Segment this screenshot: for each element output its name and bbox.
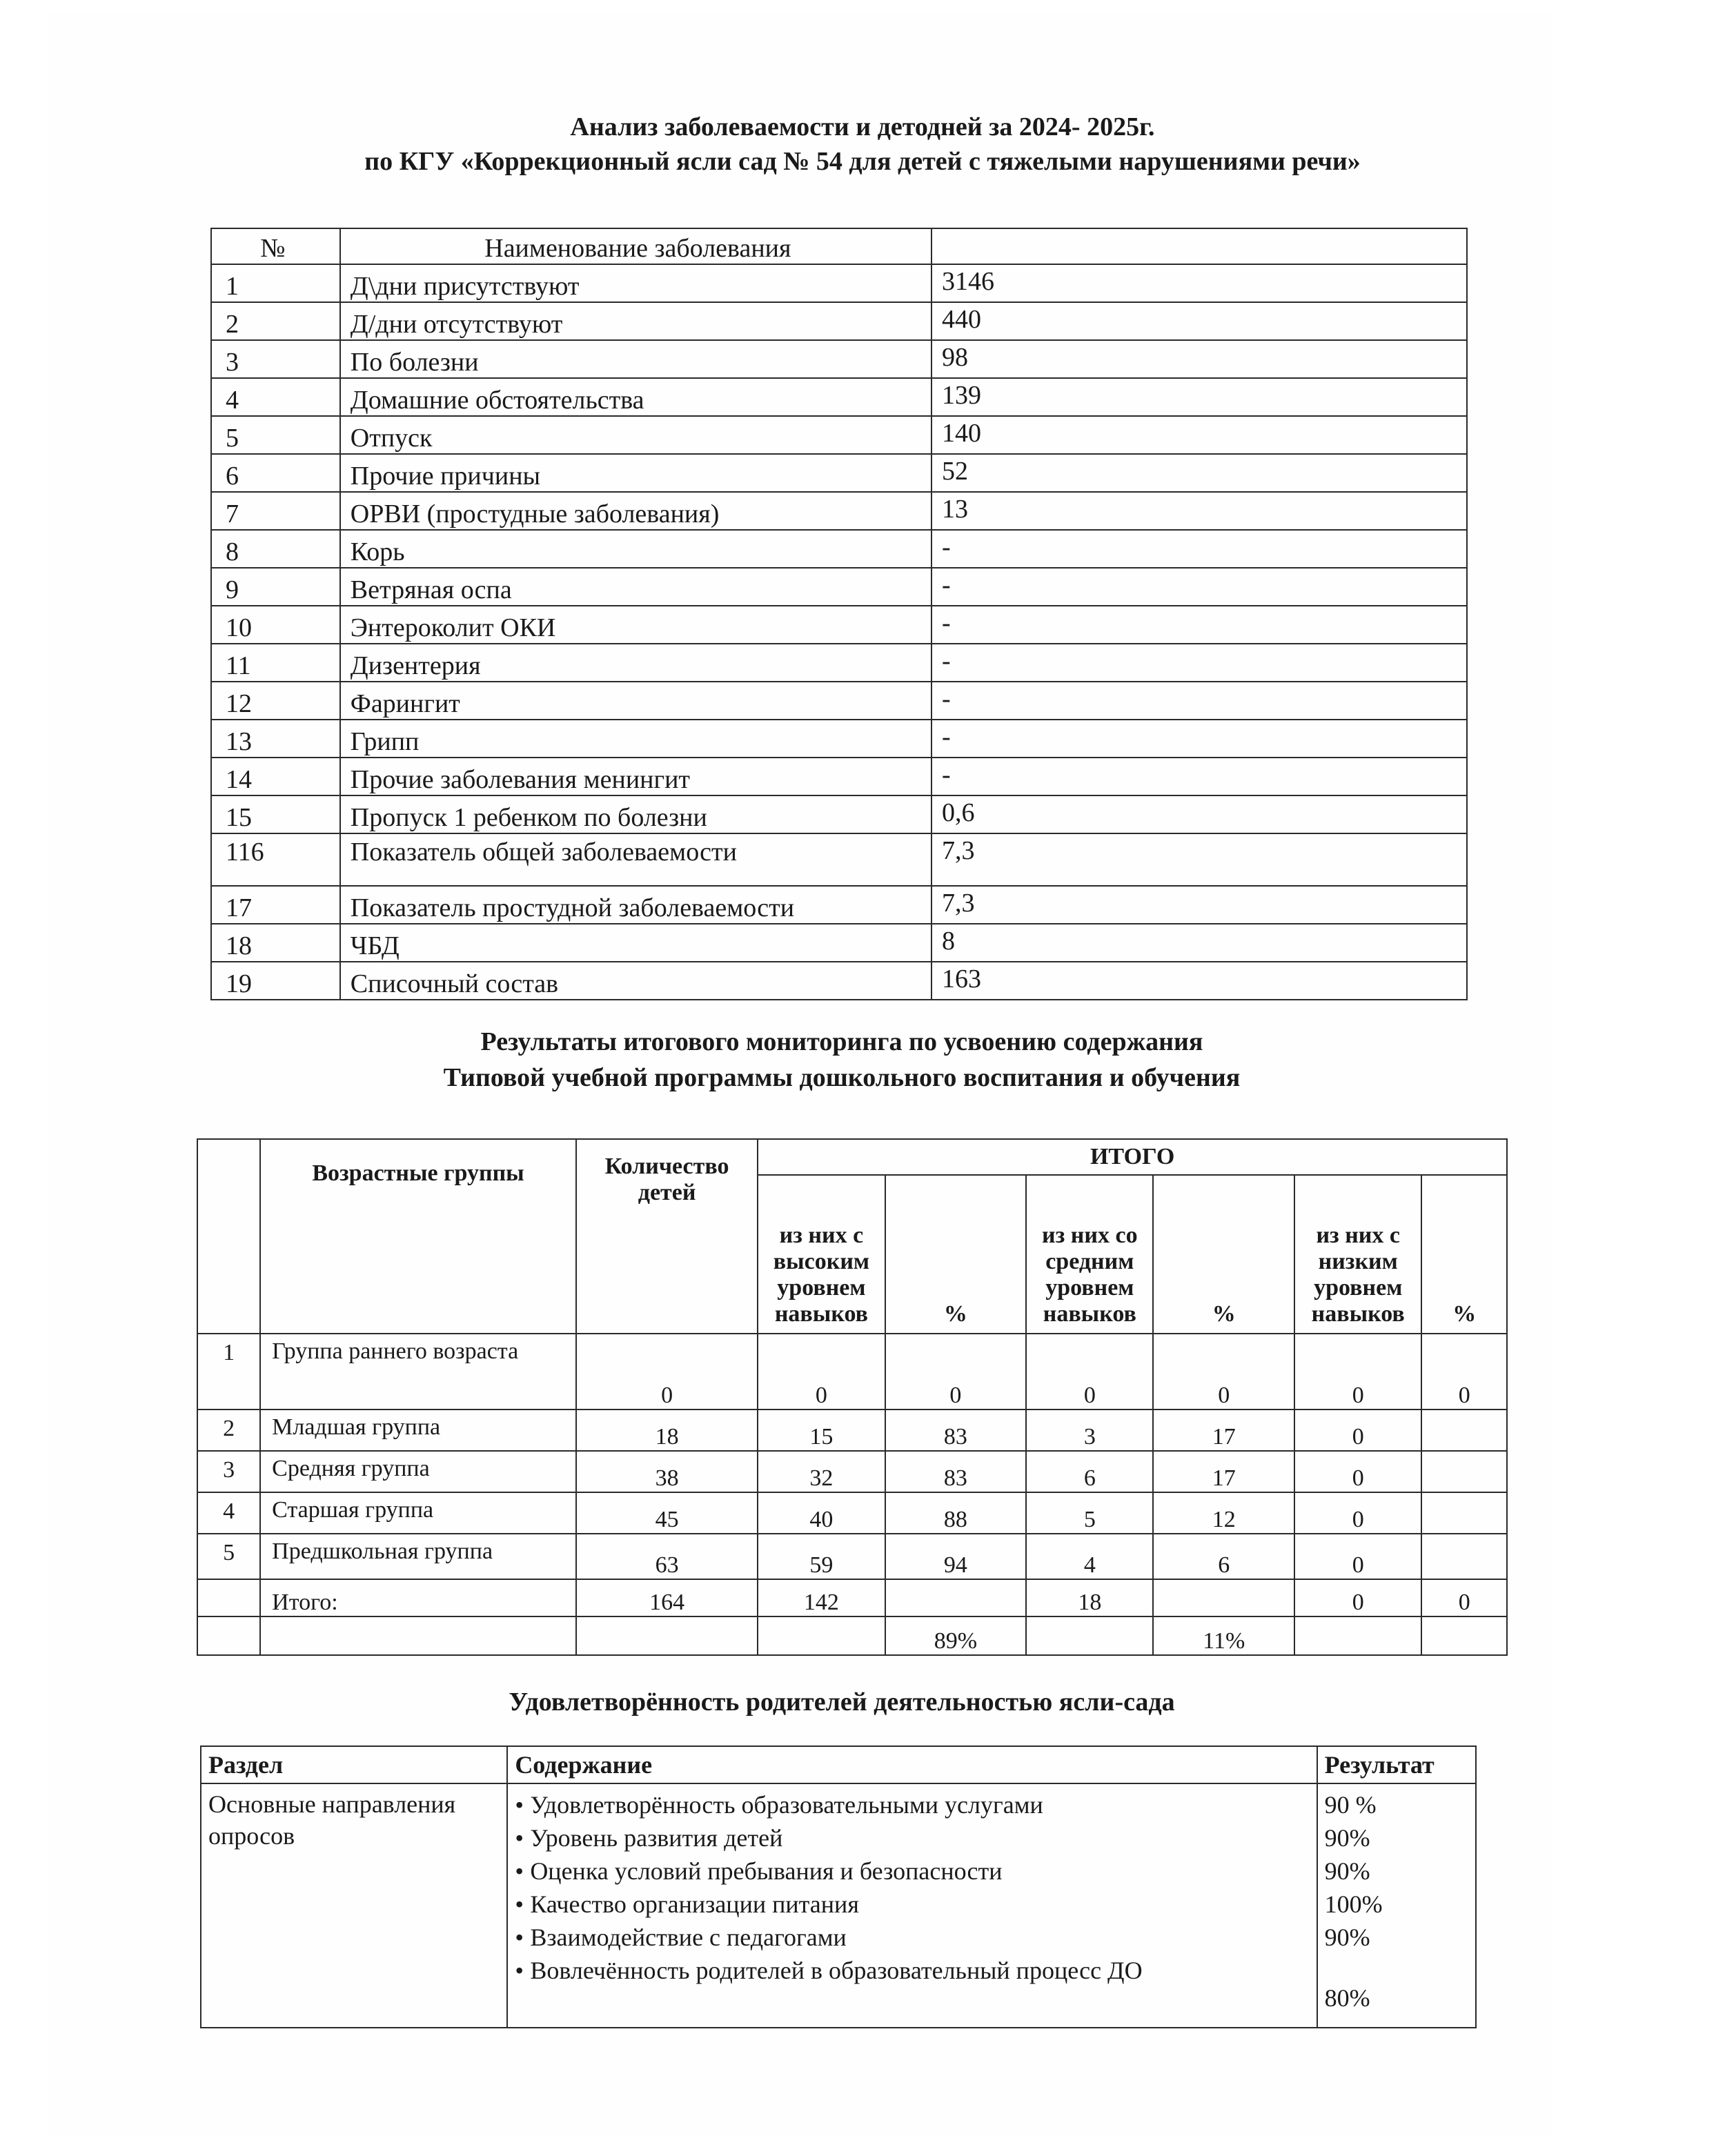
row-n: 3: [197, 1451, 260, 1492]
survey-item-text: Удовлетворённость образовательными услугами: [530, 1791, 1043, 1819]
table-row: [197, 1410, 1507, 1451]
table-row: [211, 492, 1467, 530]
row-n: 5: [197, 1534, 260, 1579]
survey-table: [200, 1745, 1477, 2028]
row-n: 2: [197, 1410, 260, 1451]
total-low: 0: [1294, 1579, 1421, 1616]
row-group: Младшая группа: [260, 1410, 576, 1451]
table-row: [197, 1492, 1507, 1534]
row-mid: 4: [1026, 1534, 1153, 1579]
row-group: Предшкольная группа: [260, 1534, 576, 1579]
row-low: 0: [1294, 1492, 1421, 1534]
table-row: [211, 378, 1467, 416]
total-low-pct: 0: [1421, 1579, 1507, 1616]
row-number: 10: [211, 606, 340, 644]
row-number: 2: [211, 302, 340, 340]
row-name: Пропуск 1 ребенком по болезни: [340, 795, 931, 833]
row-count: 18: [576, 1410, 758, 1451]
col-high-pct-header: %: [885, 1175, 1027, 1334]
row-mid-pct: 12: [1153, 1492, 1294, 1534]
survey-result: 100%: [1324, 1890, 1383, 1918]
bullet-icon: •: [515, 1923, 524, 1951]
col-section-header: Раздел: [201, 1746, 507, 1783]
row-name: Списочный состав: [340, 962, 931, 1000]
survey-item: [515, 1788, 1309, 1821]
survey-result: 90%: [1324, 1923, 1370, 1951]
row-value: 7,3: [931, 833, 1467, 886]
row-high-pct: 88: [885, 1492, 1027, 1534]
row-number: 14: [211, 758, 340, 795]
col-high-header: из них с высоким уровнем навыков: [758, 1175, 885, 1334]
table-row: [211, 416, 1467, 454]
row-count: 38: [576, 1451, 758, 1492]
survey-item-text: Вовлечённость родителей в образовательный процесс ДО: [530, 1957, 1143, 1984]
row-number: 19: [211, 962, 340, 1000]
row-number: 12: [211, 682, 340, 720]
row-count: 0: [576, 1334, 758, 1410]
row-group: Группа раннего возраста: [260, 1334, 576, 1410]
total-mid-pct: [1153, 1579, 1294, 1616]
row-mid-pct: 17: [1153, 1410, 1294, 1451]
table-row: [211, 962, 1467, 1000]
survey-section: Основные направления опросов: [201, 1783, 507, 2028]
row-low-pct: [1421, 1451, 1507, 1492]
row-low: 0: [1294, 1334, 1421, 1410]
row-name: Д/дни отсутствуют: [340, 302, 931, 340]
row-value: 3146: [931, 264, 1467, 302]
row-low: 0: [1294, 1451, 1421, 1492]
row-low: 0: [1294, 1410, 1421, 1451]
row-mid: 0: [1026, 1334, 1153, 1410]
row-number: 7: [211, 492, 340, 530]
survey-item: [515, 1821, 1309, 1855]
bullet-icon: •: [515, 1824, 524, 1852]
table-row: [211, 454, 1467, 492]
row-value: -: [931, 758, 1467, 795]
table-header-row: [211, 228, 1467, 264]
row-high: 59: [758, 1534, 885, 1579]
row-number: 15: [211, 795, 340, 833]
table-row: [211, 833, 1467, 886]
row-high-pct: 94: [885, 1534, 1027, 1579]
row-name: ЧБД: [340, 924, 931, 962]
row-name: Прочие заболевания менингит: [340, 758, 931, 795]
row-number: 5: [211, 416, 340, 454]
survey-result: 90%: [1324, 1824, 1370, 1852]
row-group: Старшая группа: [260, 1492, 576, 1534]
row-group: Средняя группа: [260, 1451, 576, 1492]
table-row: [211, 795, 1467, 833]
table-row: [211, 682, 1467, 720]
row-mid-pct: 0: [1153, 1334, 1294, 1410]
row-name: Ветряная оспа: [340, 568, 931, 606]
summary-mid-pct: 11%: [1153, 1616, 1294, 1655]
col-count-header: Количество детей: [576, 1139, 758, 1334]
col-low-pct-header: %: [1421, 1175, 1507, 1334]
row-low-pct: 0: [1421, 1334, 1507, 1410]
survey-result: 90 %: [1324, 1791, 1377, 1819]
table-row: [211, 568, 1467, 606]
row-count: 45: [576, 1492, 758, 1534]
row-value: 163: [931, 962, 1467, 1000]
col-value-header: [931, 228, 1467, 264]
survey-item-text: Качество организации питания: [530, 1890, 859, 1918]
row-number: 9: [211, 568, 340, 606]
monitoring-table: [197, 1138, 1508, 1656]
row-name: Энтероколит ОКИ: [340, 606, 931, 644]
bullet-icon: •: [515, 1857, 524, 1885]
row-value: 52: [931, 454, 1467, 492]
row-value: 0,6: [931, 795, 1467, 833]
table-row: [211, 530, 1467, 568]
total-count: 164: [576, 1579, 758, 1616]
row-high-pct: 83: [885, 1410, 1027, 1451]
table-row: [197, 1534, 1507, 1579]
table-row: [211, 886, 1467, 924]
row-value: 440: [931, 302, 1467, 340]
row-count: 63: [576, 1534, 758, 1579]
survey-results: [1317, 1783, 1476, 2028]
row-name: Прочие причины: [340, 454, 931, 492]
survey-item: [515, 1888, 1309, 1921]
row-number: 6: [211, 454, 340, 492]
total-label: Итого:: [260, 1579, 576, 1616]
col-mid-pct-header: %: [1153, 1175, 1294, 1334]
table-row: [211, 302, 1467, 340]
row-mid-pct: 17: [1153, 1451, 1294, 1492]
survey-item: [515, 1954, 1309, 1987]
row-number: 1: [211, 264, 340, 302]
survey-item: [515, 1855, 1309, 1888]
row-value: -: [931, 644, 1467, 682]
row-number: 17: [211, 886, 340, 924]
row-low-pct: [1421, 1534, 1507, 1579]
row-high: 0: [758, 1334, 885, 1410]
row-name: По болезни: [340, 340, 931, 378]
row-name: Фарингит: [340, 682, 931, 720]
row-value: 140: [931, 416, 1467, 454]
table-row: [197, 1451, 1507, 1492]
row-name: Домашние обстоятельства: [340, 378, 931, 416]
survey-item-text: Уровень развития детей: [530, 1824, 783, 1852]
row-name: Грипп: [340, 720, 931, 758]
row-high: 40: [758, 1492, 885, 1534]
survey-result: 80%: [1324, 1984, 1370, 2012]
table-row: [211, 924, 1467, 962]
row-low-pct: [1421, 1410, 1507, 1451]
table-row: [197, 1334, 1507, 1410]
total-num-cell: [197, 1579, 260, 1616]
report-subtitle: по КГУ «Коррекционный ясли сад № 54 для детей с тяжелыми нарушениями речи»: [364, 147, 1361, 176]
total-high-pct: [885, 1579, 1027, 1616]
total-high: 142: [758, 1579, 885, 1616]
table-row: [211, 264, 1467, 302]
summary-high-pct: 89%: [885, 1616, 1027, 1655]
survey-items: [507, 1783, 1317, 2028]
row-name: ОРВИ (простудные заболевания): [340, 492, 931, 530]
row-value: -: [931, 606, 1467, 644]
summary-row: [197, 1616, 1507, 1655]
row-name: Корь: [340, 530, 931, 568]
row-value: 8: [931, 924, 1467, 962]
row-value: -: [931, 682, 1467, 720]
survey-title: Удовлетворённость родителей деятельностью ясли-сада: [509, 1688, 1175, 1717]
row-name: Дизентерия: [340, 644, 931, 682]
col-low-header: из них с низким уровнем навыков: [1294, 1175, 1421, 1334]
table-row: [211, 758, 1467, 795]
row-value: 98: [931, 340, 1467, 378]
row-high-pct: 83: [885, 1451, 1027, 1492]
row-value: -: [931, 720, 1467, 758]
table-row: [211, 606, 1467, 644]
table-row: [211, 720, 1467, 758]
bullet-icon: •: [515, 1791, 524, 1819]
row-value: 13: [931, 492, 1467, 530]
row-mid-pct: 6: [1153, 1534, 1294, 1579]
row-name: Отпуск: [340, 416, 931, 454]
col-name-header: Наименование заболевания: [340, 228, 931, 264]
table-row: [211, 644, 1467, 682]
row-high-pct: 0: [885, 1334, 1027, 1410]
row-number: 18: [211, 924, 340, 962]
blank-corner-cell: [197, 1139, 260, 1334]
table-row: [211, 340, 1467, 378]
morbidity-table: [210, 228, 1468, 1000]
row-low: 0: [1294, 1534, 1421, 1579]
row-name: Д\дни присутствуют: [340, 264, 931, 302]
row-high: 32: [758, 1451, 885, 1492]
row-number: 13: [211, 720, 340, 758]
row-number: 4: [211, 378, 340, 416]
row-n: 1: [197, 1334, 260, 1410]
row-number: 3: [211, 340, 340, 378]
col-result-header: Результат: [1317, 1746, 1476, 1783]
row-value: 7,3: [931, 886, 1467, 924]
row-value: 139: [931, 378, 1467, 416]
row-value: -: [931, 568, 1467, 606]
row-mid: 3: [1026, 1410, 1153, 1451]
row-mid: 5: [1026, 1492, 1153, 1534]
row-number: 8: [211, 530, 340, 568]
col-content-header: Содержание: [507, 1746, 1317, 1783]
row-value: -: [931, 530, 1467, 568]
bullet-icon: •: [515, 1957, 524, 1984]
survey-item-text: Оценка условий пребывания и безопасности: [530, 1857, 1003, 1885]
row-number: 11: [211, 644, 340, 682]
survey-result: 90%: [1324, 1857, 1370, 1885]
col-total-header: ИТОГО: [758, 1139, 1507, 1175]
col-mid-header: из них со средним уровнем навыков: [1026, 1175, 1153, 1334]
monitoring-title: Результаты итогового мониторинга по усвоению содержания: [480, 1027, 1203, 1056]
row-name: Показатель простудной заболеваемости: [340, 886, 931, 924]
row-number: 116: [211, 833, 340, 886]
row-high: 15: [758, 1410, 885, 1451]
total-row: [197, 1579, 1507, 1616]
total-mid: 18: [1026, 1579, 1153, 1616]
bullet-icon: •: [515, 1890, 524, 1918]
report-title: Анализ заболеваемости и детодней за 2024- 2025г.: [570, 112, 1155, 141]
row-name: Показатель общей заболеваемости: [340, 833, 931, 886]
col-groups-header: Возрастные группы: [260, 1139, 576, 1334]
row-low-pct: [1421, 1492, 1507, 1534]
survey-item: [515, 1921, 1309, 1954]
col-number-header: №: [211, 228, 340, 264]
monitoring-subtitle: Типовой учебной программы дошкольного воспитания и обучения: [443, 1063, 1241, 1092]
row-mid: 6: [1026, 1451, 1153, 1492]
survey-item-text: Взаимодействие с педагогами: [530, 1923, 847, 1951]
row-n: 4: [197, 1492, 260, 1534]
